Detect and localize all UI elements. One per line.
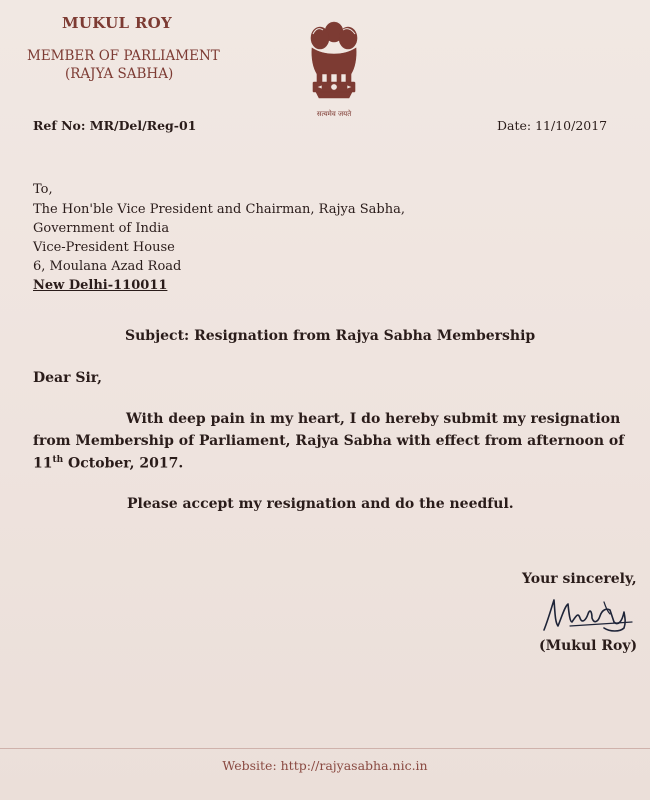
footer-website: Website: http://rajyasabha.nic.in <box>222 758 428 773</box>
ashoka-emblem-icon <box>303 14 365 120</box>
sender-house: (RAJYA SABHA) <box>65 66 174 82</box>
emblem-caption: सत्यमेव जयते <box>316 110 352 118</box>
sender-name: MUKUL ROY <box>62 14 172 32</box>
reference-number: Ref No: MR/Del/Reg-01 <box>33 118 197 133</box>
body-line: from Membership of Parliament, Rajya Sabha with effect from afternoon of <box>33 433 625 449</box>
signee-name: (Mukul Roy) <box>539 638 638 654</box>
subject-line: Subject: Resignation from Rajya Sabha Membership <box>125 328 536 344</box>
sign-off: Your sincerely, <box>522 571 637 587</box>
signature <box>540 592 645 634</box>
date-day: 11 <box>33 455 53 472</box>
recipient-line: Government of India <box>33 221 170 236</box>
body-line-date <box>33 455 183 472</box>
body-line: With deep pain in my heart, I do hereby submit my resignation <box>126 411 621 427</box>
salutation: Dear Sir, <box>33 370 103 386</box>
sender-title: MEMBER OF PARLIAMENT <box>27 48 220 64</box>
recipient-line: 6, Moulana Azad Road <box>33 259 182 274</box>
letter-date: Date: 11/10/2017 <box>497 118 608 133</box>
recipient-line: To, <box>33 182 53 197</box>
request-line: Please accept my resignation and do the needful. <box>127 496 514 512</box>
recipient-line: Vice-President House <box>33 240 175 255</box>
date-ordinal-suffix: th <box>52 455 64 465</box>
date-rest: October, 2017. <box>63 455 184 472</box>
recipient-city: New Delhi-110011 <box>33 278 168 293</box>
footer-divider <box>0 748 650 749</box>
recipient-line: The Hon'ble Vice President and Chairman, Rajya Sabha, <box>33 202 405 217</box>
